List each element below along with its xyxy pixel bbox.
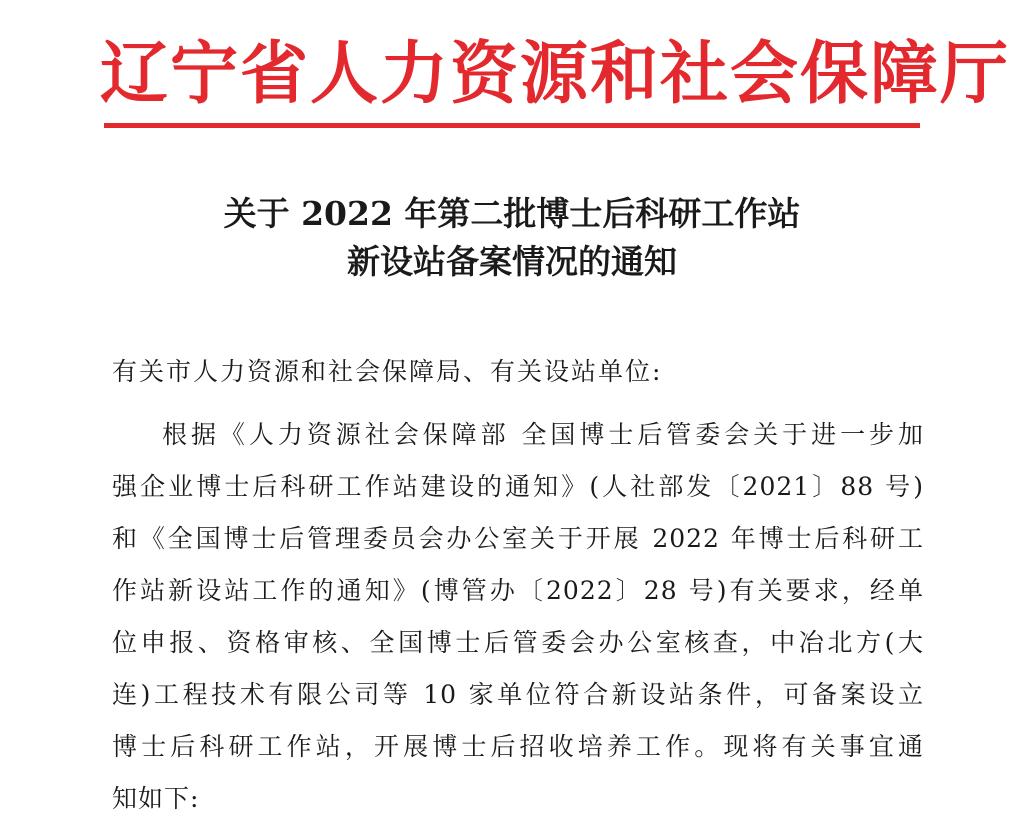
issuing-authority-header: 辽宁省人力资源和社会保障厅 xyxy=(100,34,1011,114)
body-line: 位申报、资格审核、全国博士后管委会办公室核查，中冶北方(大 xyxy=(112,628,924,657)
body-line: 作站新设站工作的通知》(博管办〔2022〕28 号)有关要求，经单 xyxy=(112,576,924,605)
red-header-rule xyxy=(104,123,920,128)
body-line: 博士后科研工作站，开展博士后招收培养工作。现将有关事宜通 xyxy=(112,732,924,761)
document-title-line-1: 关于 2022 年第二批博士后科研工作站 xyxy=(223,194,801,233)
body-line: 知如下: xyxy=(112,784,200,813)
document-title xyxy=(100,190,924,286)
body-text xyxy=(112,409,924,825)
salutation: 有关市人力资源和社会保障局、有关设站单位: xyxy=(112,357,663,386)
body-line: 根据《人力资源社会保障部 全国博士后管委会关于进一步加 xyxy=(162,420,924,449)
body-line: 连)工程技术有限公司等 10 家单位符合新设站条件，可备案设立 xyxy=(112,680,924,709)
body-line: 强企业博士后科研工作站建设的通知》(人社部发〔2021〕88 号) xyxy=(112,472,924,501)
document-title-line-2: 新设站备案情况的通知 xyxy=(347,242,677,281)
body-line: 和《全国博士后管理委员会办公室关于开展 2022 年博士后科研工 xyxy=(112,524,924,553)
